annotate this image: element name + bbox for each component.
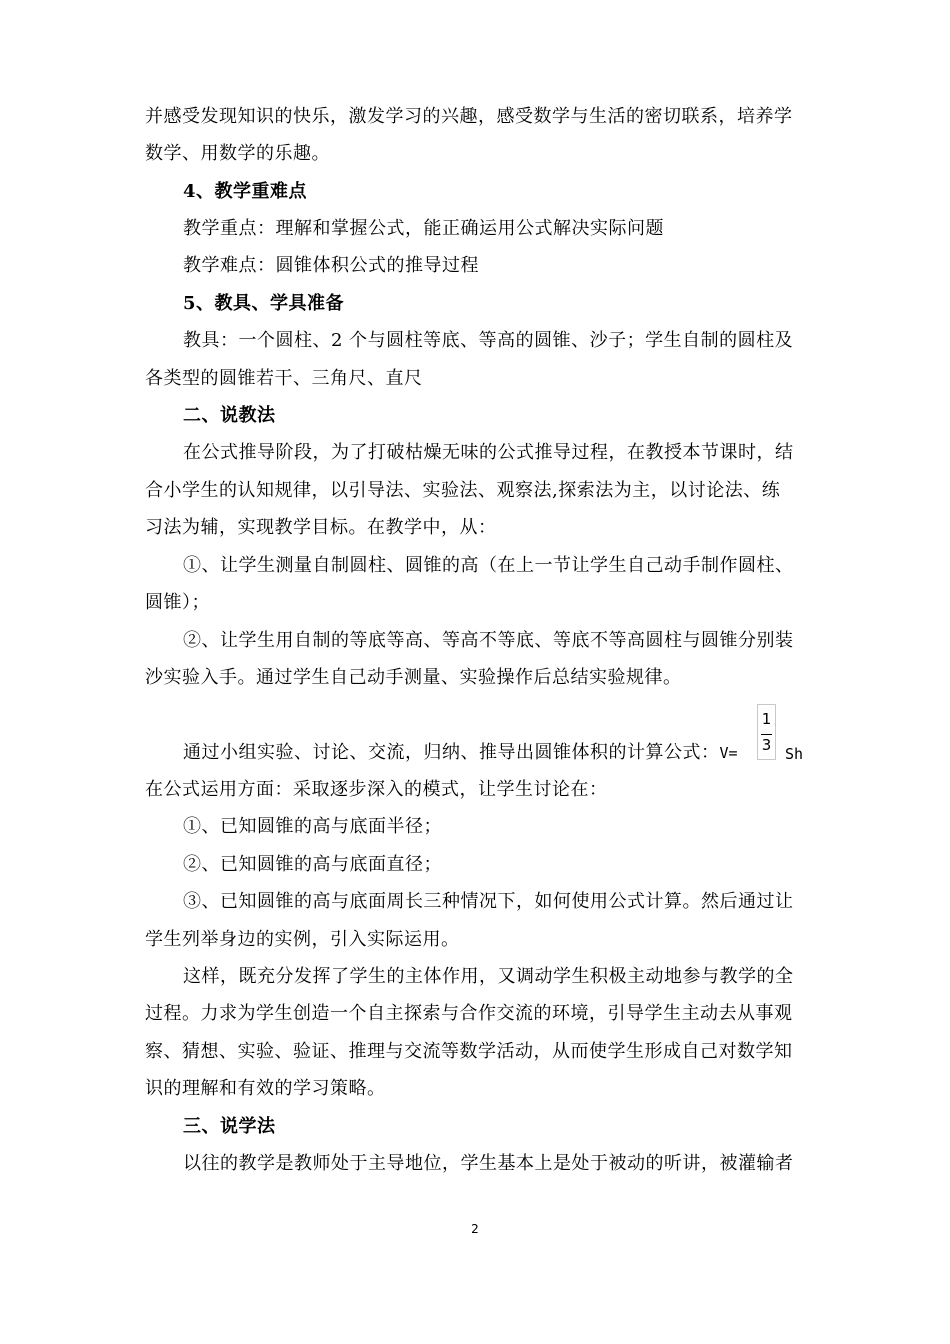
paragraph-line: 各类型的圆锥若干、三角尺、直尺 bbox=[145, 368, 423, 389]
paragraph-line: 合小学生的认知规律，以引导法、实验法、观察法,探索法为主，以讨论法、练 bbox=[145, 480, 781, 501]
section-heading: 三、说学法 bbox=[183, 1116, 276, 1137]
formula-intro-text: 通过小组实验、讨论、交流，归纳、推导出圆锥体积的计算公式： bbox=[183, 742, 720, 763]
paragraph-line: 这样，既充分发挥了学生的主体作用，又调动学生积极主动地参与教学的全 bbox=[183, 966, 794, 987]
paragraph-line: 并感受发现知识的快乐，激发学习的兴趣，感受数学与生活的密切联系，培养学 bbox=[145, 106, 793, 127]
paragraph-line: 过程。力求为学生创造一个自主探索与合作交流的环境，引导学生主动去从事观 bbox=[145, 1003, 793, 1024]
paragraph-line: 圆锥）； bbox=[145, 592, 210, 613]
section-heading: 4、教学重难点 bbox=[183, 181, 308, 202]
page-number: 2 bbox=[471, 1222, 479, 1236]
paragraph-line: ③、已知圆锥的高与底面周长三种情况下，如何使用公式计算。然后通过让 bbox=[183, 891, 794, 912]
formula-prefix: V= bbox=[719, 744, 738, 762]
paragraph-line: 在公式推导阶段，为了打破枯燥无味的公式推导过程，在教授本节课时，结 bbox=[183, 442, 794, 463]
paragraph-line: 教学难点：圆锥体积公式的推导过程 bbox=[183, 255, 479, 276]
paragraph-line: 识的理解和有效的学习策略。 bbox=[145, 1078, 386, 1099]
formula-line bbox=[183, 743, 815, 763]
section-heading: 5、教具、学具准备 bbox=[183, 293, 345, 314]
paragraph-line: 察、猜想、实验、验证、推理与交流等数学活动，从而使学生形成自己对数学知 bbox=[145, 1041, 793, 1062]
paragraph-line: ②、让学生用自制的等底等高、等高不等底、等底不等高圆柱与圆锥分别装 bbox=[183, 630, 794, 651]
paragraph-line: 教学重点：理解和掌握公式，能正确运用公式解决实际问题 bbox=[183, 218, 664, 239]
paragraph-line: 教具：一个圆柱、2 个与圆柱等底、等高的圆锥、沙子；学生自制的圆柱及 bbox=[183, 330, 794, 351]
paragraph-line: 在公式运用方面：采取逐步深入的模式，让学生讨论在： bbox=[145, 779, 608, 800]
fraction-numerator: 1 bbox=[761, 710, 772, 728]
formula-suffix: Sh bbox=[785, 745, 804, 763]
paragraph-line: ①、已知圆锥的高与底面半径； bbox=[183, 816, 442, 837]
paragraph-line: 数学、用数学的乐趣。 bbox=[145, 143, 330, 164]
fraction-bar bbox=[761, 734, 772, 735]
paragraph-line: ②、已知圆锥的高与底面直径； bbox=[183, 854, 442, 875]
paragraph-line: ①、让学生测量自制圆柱、圆锥的高（在上一节让学生自己动手制作圆柱、 bbox=[183, 555, 794, 576]
paragraph-line: 沙实验入手。通过学生自己动手测量、实验操作后总结实验规律。 bbox=[145, 667, 682, 688]
fraction-denominator: 3 bbox=[761, 736, 772, 754]
paragraph-line: 习法为辅，实现教学目标。在教学中，从： bbox=[145, 517, 497, 538]
fraction-box bbox=[757, 704, 776, 760]
paragraph-line: 学生列举身边的实例，引入实际运用。 bbox=[145, 929, 460, 950]
section-heading: 二、说教法 bbox=[183, 405, 276, 426]
paragraph-line: 以往的教学是教师处于主导地位，学生基本上是处于被动的听讲，被灌输者 bbox=[183, 1153, 794, 1174]
